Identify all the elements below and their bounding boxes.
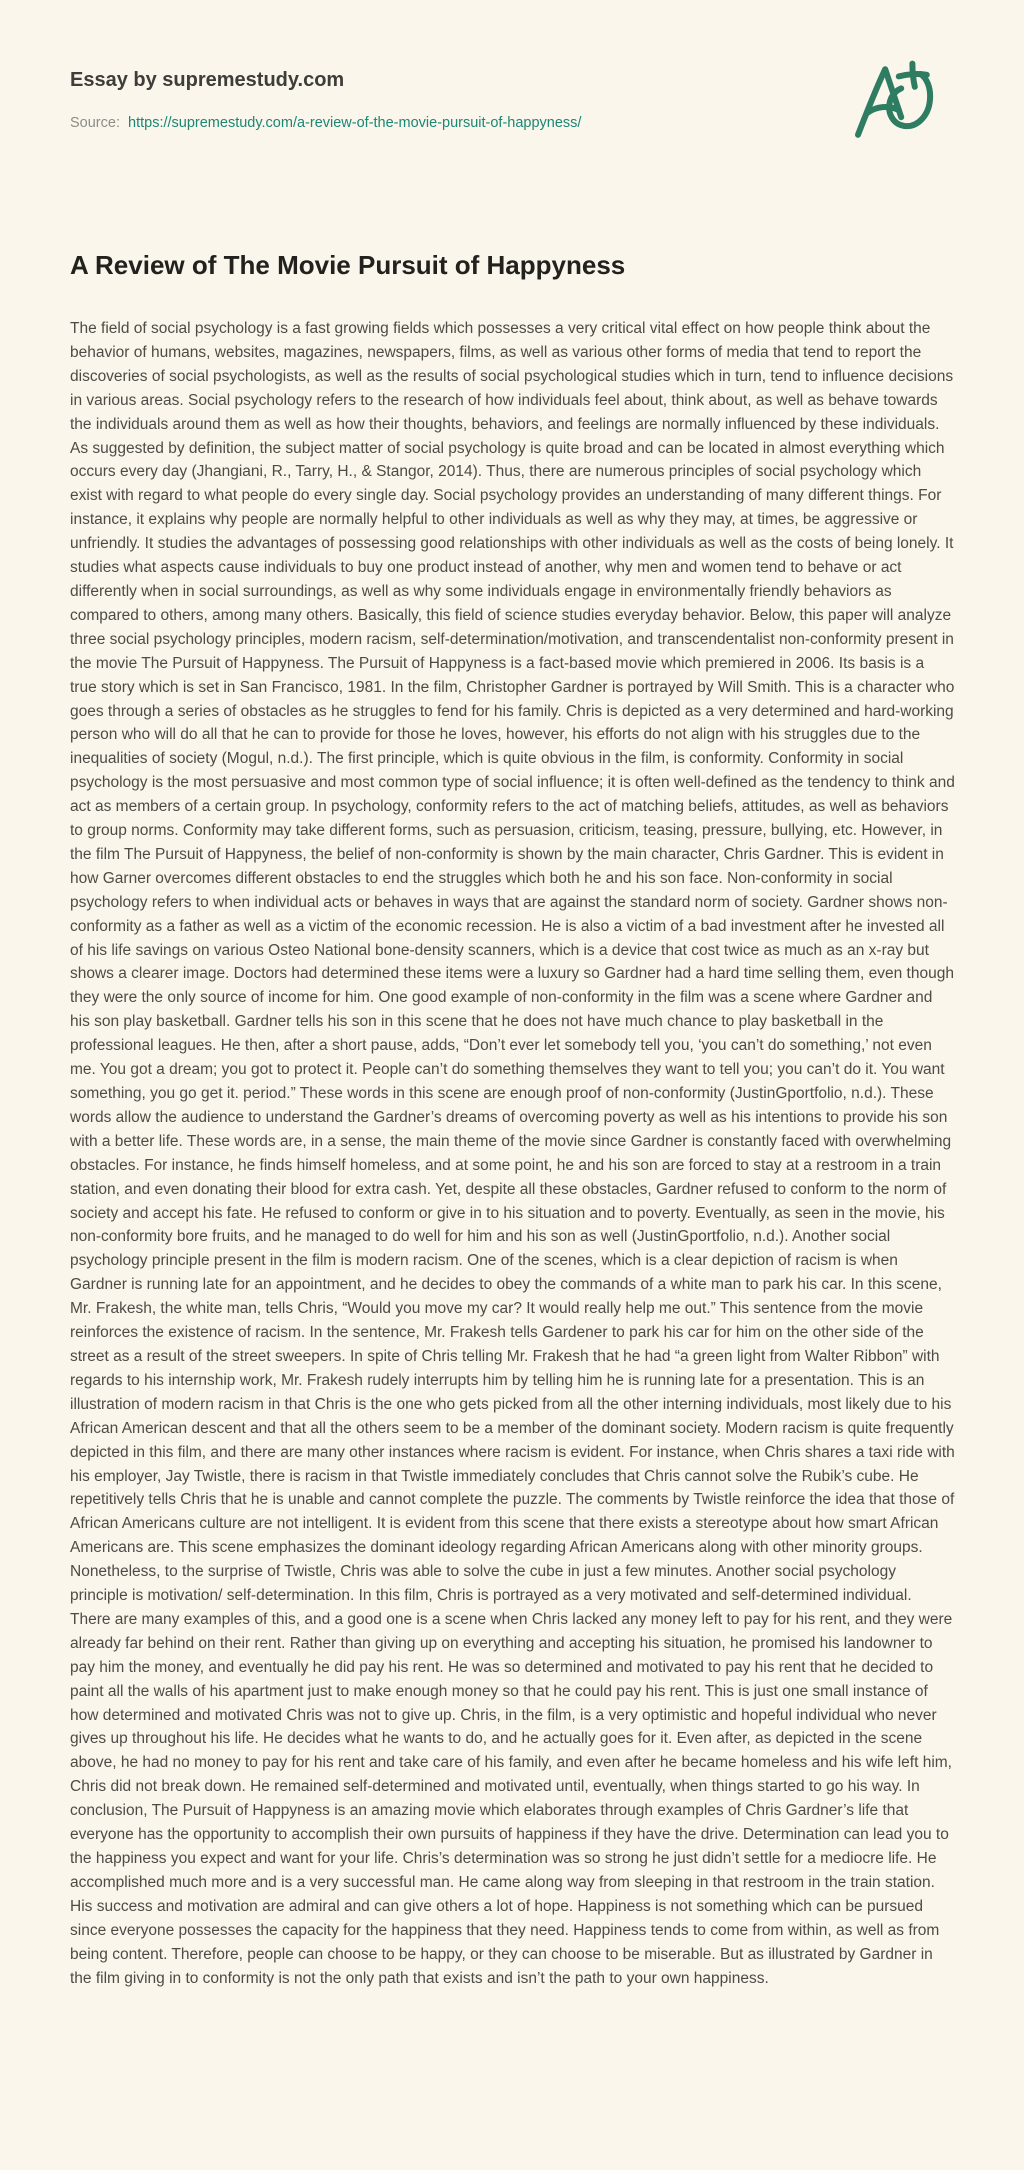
source-line (70, 114, 955, 132)
source-label: Source: (70, 115, 120, 131)
essay-title: A Review of The Movie Pursuit of Happyness (70, 250, 626, 280)
essay-content (70, 250, 955, 1990)
source-link[interactable]: https://supremestudy.com/a-review-of-the-movie-pursuit-of-happyness/ (128, 115, 582, 131)
a-plus-logo-icon (854, 56, 934, 148)
essay-body: The field of social psychology is a fast growing fields which possesses a very critical vital effect on how people think about the behavior of humans, websites, magazines, newspapers, films, as well as various other forms of media that tend to report the discoveries of social psychologists, as well as the results of social psychological studies which in turn, tend to influence decisions in various areas. Social psychology refers to the research of how individuals feel about, think about, as well as behave towards the individuals around them as well as how their thoughts, behaviors, and feelings are normally influenced by these individuals. As suggested by definition, the subject matter of social psychology is quite broad and can be located in almost everything which occurs every day (Jhangiani, R., Tarry, H., & Stangor, 2014). Thus, there are numerous principles of social psychology which exist with regard to what people do every single day. Social psychology provides an understanding of many different things. For instance, it explains why people are normally helpful to other individuals as well as why they may, at times, be aggressive or unfriendly. It studies the advantages of possessing good relationships with other individuals as well as the costs of being lonely. It studies what aspects cause individuals to buy one product instead of another, why men and women tend to behave or act differently when in social surroundings, as well as why some individuals engage in environmentally friendly behaviors as compared to others, among many others. Basically, this field of science studies everyday behavior. Below, this paper will analyze three social psychology principles, modern racism, self-determination/motivation, and transcendentalist non-conformity present in the movie The Pursuit of Happyness. The Pursuit of Happyness is a fact-based movie which premiered in 2006. Its basis is a true story which is set in San Francisco, 1981. In the film, Christopher Gardner is portrayed by Will Smith. This is a character who goes through a series of obstacles as he struggles to fend for his family. Chris is depicted as a very determined and hard-working person who will do all that he can to provide for those he loves, however, his efforts do not align with his struggles due to the inequalities of society (Mogul, n.d.). The first principle, which is quite obvious in the film, is conformity. Conformity in social psychology is the most persuasive and most common type of social influence; it is often well-defined as the tendency to think and act as members of a certain group. In psychology, conformity refers to the act of matching beliefs, attitudes, as well as behaviors to group norms. Conformity may take different forms, such as persuasion, criticism, teasing, pressure, bullying, etc. However, in the film The Pursuit of Happyness, the belief of non-conformity is shown by the main character, Chris Gardner. This is evident in how Garner overcomes different obstacles to end the struggles which both he and his son face. Non-conformity in social psychology refers to when individual acts or behaves in ways that are against the standard norm of society. Gardner shows non-conformity as a father as well as a victim of the economic recession. He is also a victim of a bad investment after he invested all of his life savings on various Osteo National bone-density scanners, which is a device that cost twice as much as an x-ray but shows a clearer image. Doctors had determined these items were a luxury so Gardner had a hard time selling them, even though they were the only source of income for him. One good example of non-conformity in the film was a scene where Gardner and his son play basketball. Gardner tells his son in this scene that he does not have much chance to play basketball in the professional leagues. He then, after a short pause, adds, “Don’t ever let somebody tell you, ‘you can’t do something,’ not even me. You got a dream; you got to protect it. People can’t do something themselves they want to tell you; you can’t do it. You want something, you go get it. period.” These words in this scene are enough proof of non-conformity (JustinGportfolio, n.d.). These words allow the audience to understand the Gardner’s dreams of overcoming poverty as well as his intentions to provide his son with a better life. These words are, in a sense, the main theme of the movie since Gardner is constantly faced with overwhelming obstacles. For instance, he finds himself homeless, and at some point, he and his son are forced to stay at a restroom in a train station, and even donating their blood for extra cash. Yet, despite all these obstacles, Gardner refused to conform to the norm of society and accept his fate. He refused to conform or give in to his situation and to poverty. Eventually, as seen in the movie, his non-conformity bore fruits, and he managed to do well for him and his son as well (JustinGportfolio, n.d.). Another social psychology principle present in the film is modern racism. One of the scenes, which is a clear depiction of racism is when Gardner is running late for an appointment, and he decides to obey the commands of a white man to park his car. In this scene, Mr. Frakesh, the white man, tells Chris, “Would you move my car? It would really help me out.” This sentence from the movie reinforces the existence of racism. In the sentence, Mr. Frakesh tells Gardener to park his car for him on the other side of the street as a result of the street sweepers. In spite of Chris telling Mr. Frakesh that he had “a green light from Walter Ribbon” with regards to his internship work, Mr. Frakesh rudely interrupts him by telling him he is running late for a presentation. This is an illustration of modern racism in that Chris is the one who gets picked from all the other interning individuals, most likely due to his African American descent and that all the others seem to be a member of the dominant society. Modern racism is quite frequently depicted in this film, and there are many other instances where racism is evident. For instance, when Chris shares a taxi ride with his employer, Jay Twistle, there is racism in that Twistle immediately concludes that Chris cannot solve the Rubik’s cube. He repetitively tells Chris that he is unable and cannot complete the puzzle. The comments by Twistle reinforce the idea that those of African Americans culture are not intelligent. It is evident from this scene that there exists a stereotype about how smart African Americans are. This scene emphasizes the dominant ideology regarding African Americans along with other minority groups. Nonetheless, to the surprise of Twistle, Chris was able to solve the cube in just a few minutes. Another social psychology principle is motivation/ self-determination. In this film, Chris is portrayed as a very motivated and self-determined individual. There are many examples of this, and a good one is a scene when Chris lacked any money left to pay for his rent, and they were already far behind on their rent. Rather than giving up on everything and accepting his situation, he promised his landowner to pay him the money, and eventually he did pay his rent. He was so determined and motivated to pay his rent that he decided to paint all the walls of his apartment just to make enough money so that he could pay his rent. This is just one small instance of how determined and motivated Chris was not to give up. Chris, in the film, is a very optimistic and hopeful individual who never gives up throughout his life. He decides what he wants to do, and he actually goes for it. Even after, as depicted in the scene above, he had no money to pay for his rent and take care of his family, and even after he became homeless and his wife left him, Chris did not break down. He remained self-determined and motivated until, eventually, when things started to go his way. In conclusion, The Pursuit of Happyness is an amazing movie which elaborates through examples of Chris Gardner’s life that everyone has the opportunity to accomplish their own pursuits of happiness if they have the drive. Determination can lead you to the happiness you expect and want for your life. Chris’s determination was so strong he just didn’t settle for a mediocre life. He accomplished much more and is a very successful man. He came along way from sleeping in that restroom in the train station. His success and motivation are admiral and can give others a lot of hope. Happiness is not something which can be pursued since everyone possesses the capacity for the happiness that they need. Happiness tends to come from within, as well as from being content. Therefore, people can choose to be happy, or they can choose to be miserable. But as illustrated by Gardner in the film giving in to conformity is not the only path that exists and isn’t the path to your own happiness. (70, 320, 955, 1987)
page-header (70, 68, 955, 132)
site-title: Essay by supremestudy.com (70, 69, 345, 91)
